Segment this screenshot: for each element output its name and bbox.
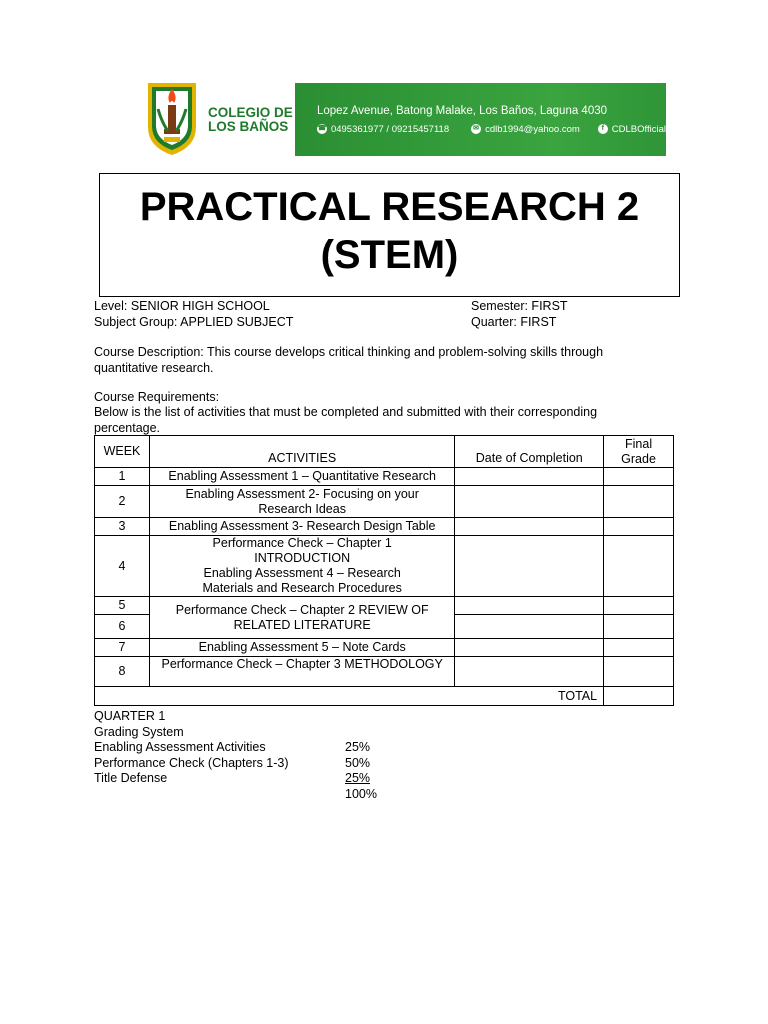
- table-row: [95, 536, 674, 597]
- semester-info: Semester: FIRST: [471, 299, 568, 313]
- grading-system: [94, 709, 377, 802]
- requirements-table: [94, 435, 674, 706]
- grade-cell: [604, 518, 674, 536]
- grade-cell: [604, 536, 674, 597]
- activity-cell: Performance Check – Chapter 3 METHODOLOGY: [149, 657, 454, 687]
- date-cell: [455, 597, 604, 615]
- contact-strip: [295, 83, 666, 156]
- table-row: [95, 597, 674, 615]
- grading-item: Enabling Assessment Activities 25%: [94, 740, 371, 754]
- header-banner: [120, 83, 666, 156]
- requirements-intro: Below is the list of activities that must be completed and submitted with their corresponding percentage.: [94, 405, 598, 435]
- activity-cell: Performance Check – Chapter 2 REVIEW OF RELATED LITERATURE: [149, 597, 454, 639]
- grading-total: 100%: [345, 786, 377, 801]
- school-name: COLEGIO DE LOS BAÑOS: [208, 104, 293, 134]
- facebook-icon: f: [598, 124, 608, 134]
- school-logo-area: [120, 83, 295, 156]
- table-row: [95, 518, 674, 536]
- week-cell: 1: [95, 468, 150, 486]
- phone-icon: ☎: [317, 125, 327, 132]
- week-cell: 3: [95, 518, 150, 536]
- title-box: [99, 173, 680, 297]
- school-address: Lopez Avenue, Batong Malake, Los Baños, Laguna 4030: [316, 104, 608, 117]
- page-subtitle: (STEM): [320, 233, 459, 277]
- grade-cell: [604, 657, 674, 687]
- requirements-heading: Course Requirements:: [94, 390, 220, 404]
- table-header-row: [95, 436, 674, 468]
- total-label: TOTAL: [95, 687, 604, 706]
- grade-cell: [604, 639, 674, 657]
- page-title: PRACTICAL RESEARCH 2: [139, 185, 640, 229]
- level-info: Level: SENIOR HIGH SCHOOL: [94, 299, 270, 313]
- activity-cell: Enabling Assessment 2- Focusing on your Research Ideas: [149, 486, 454, 518]
- grading-title: Grading System: [94, 724, 184, 739]
- week-cell: 8: [95, 657, 150, 687]
- grading-item: Performance Check (Chapters 1-3) 50%: [94, 755, 371, 770]
- week-cell: 6: [95, 615, 150, 639]
- week-cell: 4: [95, 536, 150, 597]
- course-description: Course Description: This course develops critical thinking and problem-solving skills through quantitative research.: [94, 345, 604, 375]
- grade-cell: [604, 615, 674, 639]
- grade-cell: [604, 468, 674, 486]
- table-row: [95, 468, 674, 486]
- week-cell: 5: [95, 597, 150, 615]
- table-row: [95, 639, 674, 657]
- activity-cell: Enabling Assessment 1 – Quantitative Research: [149, 468, 454, 486]
- contact-details: [317, 124, 666, 135]
- table-row: [95, 657, 674, 687]
- total-row: [95, 687, 674, 706]
- activity-cell: Performance Check – Chapter 1 INTRODUCTION Enabling Assessment 4 – Research Materials and Research Procedures: [149, 536, 454, 597]
- activity-cell: Enabling Assessment 3- Research Design Table: [149, 518, 454, 536]
- week-cell: 2: [95, 486, 150, 518]
- date-cell: [455, 486, 604, 518]
- activities-column-header: ACTIVITIES: [149, 436, 454, 468]
- date-column-header: Date of Completion: [455, 436, 604, 468]
- quarter-label: QUARTER 1: [94, 709, 166, 723]
- quarter-info: Quarter: FIRST: [471, 315, 557, 329]
- date-cell: [455, 639, 604, 657]
- activity-cell: Enabling Assessment 5 – Note Cards: [149, 639, 454, 657]
- grade-column-header: Final Grade: [604, 436, 674, 468]
- subject-group-info: Subject Group: APPLIED SUBJECT: [94, 315, 294, 329]
- date-cell: [455, 536, 604, 597]
- email-icon: ✉: [471, 124, 481, 134]
- date-cell: [455, 518, 604, 536]
- total-grade-cell: [604, 687, 674, 706]
- week-cell: 7: [95, 639, 150, 657]
- date-cell: [455, 468, 604, 486]
- grading-item: Title Defense 25%: [94, 771, 371, 785]
- phone-numbers: 0495361977 / 09215457118: [330, 123, 450, 135]
- grade-cell: [604, 486, 674, 518]
- table-row: [95, 486, 674, 518]
- school-crest-icon: [146, 79, 198, 157]
- week-column-header: WEEK: [95, 436, 150, 468]
- email-address: cdlb1994@yahoo.com: [485, 123, 580, 135]
- facebook-page: CDLBOfficial: [611, 123, 666, 135]
- date-cell: [455, 615, 604, 639]
- date-cell: [455, 657, 604, 687]
- grade-cell: [604, 597, 674, 615]
